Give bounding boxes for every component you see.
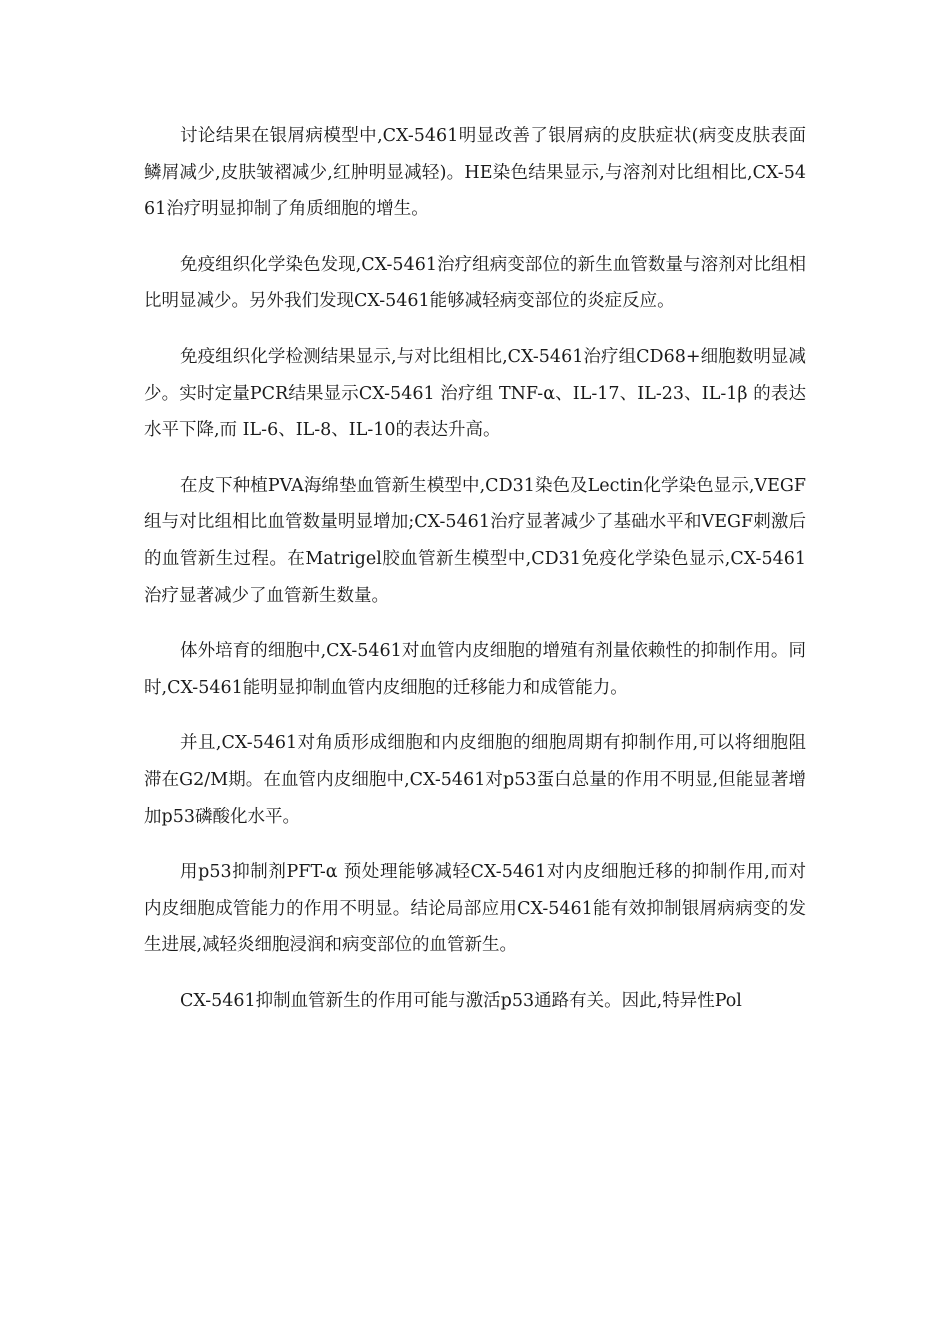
paragraph-in-vitro-cells: 体外培育的细胞中,CX-5461对血管内皮细胞的增殖有剂量依赖性的抑制作用。同时,CX-5461能明显抑制血管内皮细胞的迁移能力和成管能力。 xyxy=(144,641,806,698)
paragraph-angiogenesis-models: 在皮下种植PVA海绵垫血管新生模型中,CD31染色及Lectin化学染色显示,VEGF组与对比组相比血管数量明显增加;CX-5461治疗显著减少了基础水平和VEGF刺激后的血管新生过程。在Matrigel胶血管新生模型中,CD31免疫化学染色显示,CX-5461治疗显著减少了血管新生数量。 xyxy=(144,475,806,606)
document-body xyxy=(144,118,806,1038)
paragraph-p53-pathway: CX-5461抑制血管新生的作用可能与激活p53通路有关。因此,特异性Pol xyxy=(180,990,742,1011)
paragraph-cell-cycle: 并且,CX-5461对角质形成细胞和内皮细胞的细胞周期有抑制作用,可以将细胞阻滞在G2/M期。在血管内皮细胞中,CX-5461对p53蛋白总量的作用不明显,但能显著增加p53磷酸化水平。 xyxy=(144,733,806,827)
paragraph-p53-inhibitor: 用p53抑制剂PFT-α 预处理能够减轻CX-5461对内皮细胞迁移的抑制作用,而对内皮细胞成管能力的作用不明显。结论局部应用CX-5461能有效抑制银屑病病变的发生进展,减轻炎细胞浸润和病变部位的血管新生。 xyxy=(144,862,806,956)
paragraph-immunohistochemistry-staining: 免疫组织化学染色发现,CX-5461治疗组病变部位的新生血管数量与溶剂对比组相比明显减少。另外我们发现CX-5461能够减轻病变部位的炎症反应。 xyxy=(144,254,806,312)
paragraph-discussion-results: 讨论结果在银屑病模型中,CX-5461明显改善了银屑病的皮肤症状(病变皮肤表面鳞屑减少,皮肤皱褶减少,红肿明显减轻)。HE染色结果显示,与溶剂对比组相比,CX-5461治疗明显抑制了角质细胞的增生。 xyxy=(144,126,806,220)
paragraph-immunohistochemistry-detection: 免疫组织化学检测结果显示,与对比组相比,CX-5461治疗组CD68+细胞数明显减少。实时定量PCR结果显示CX-5461 治疗组 TNF-α、IL-17、IL-23、IL-1β 的表达水平下降,而 IL-6、IL-8、IL-10的表达升高。 xyxy=(144,346,806,441)
